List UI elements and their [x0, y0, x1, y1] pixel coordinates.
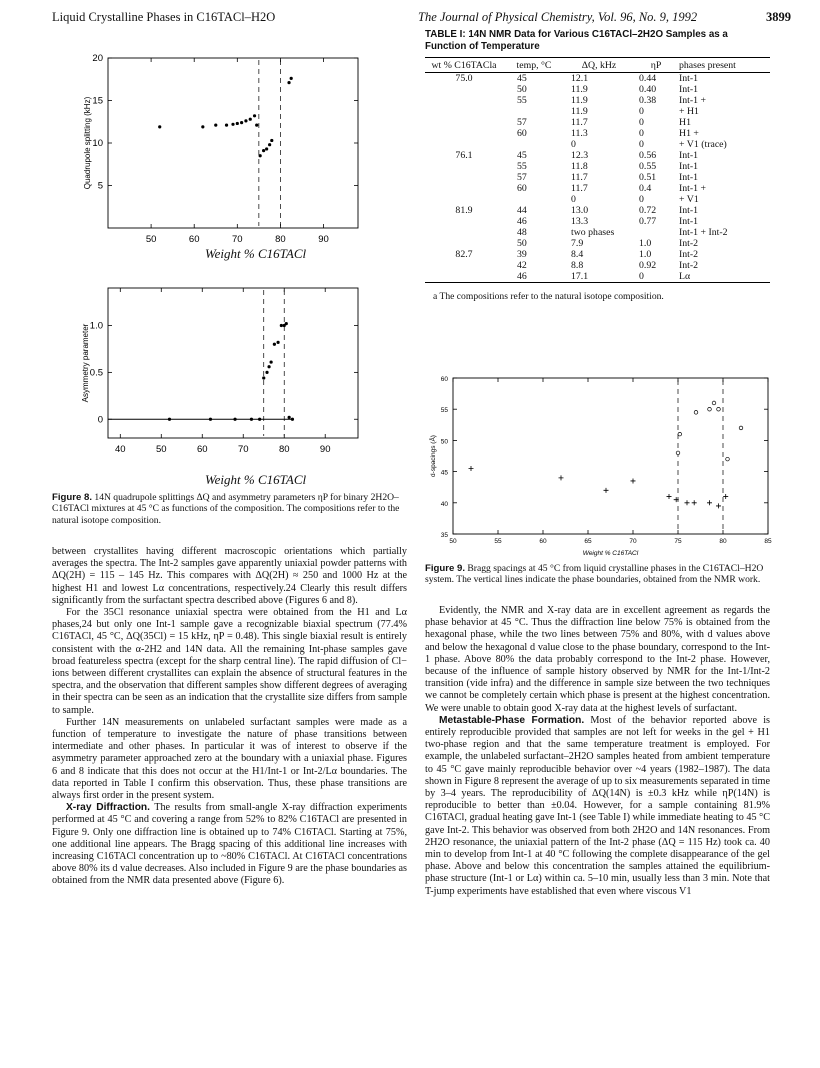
table-cell: 50: [517, 238, 527, 249]
table-row: [425, 216, 770, 227]
data-point: [280, 324, 283, 327]
data-point: [285, 322, 288, 325]
table-row: [425, 95, 770, 106]
y-tick-label: 0: [97, 414, 103, 426]
table-cell: 8.8: [571, 260, 584, 271]
figure-9-caption-text: Bragg spacings at 45 °C from liquid crystalline phases in the C16TACl–H2O system. The vertical lines indicate the phase boundaries, obtained from the NMR work.: [425, 563, 764, 586]
table-cell: 48: [517, 227, 527, 238]
table-cell: Int-1 +: [679, 95, 707, 106]
table-row: [425, 194, 770, 205]
table-cell: [425, 183, 503, 194]
table-row: [425, 128, 770, 139]
data-point: [265, 147, 268, 150]
table-row: [425, 73, 770, 85]
data-point: [559, 475, 564, 480]
table-cell: + V1: [679, 194, 699, 205]
column-header: phases present: [679, 58, 770, 73]
paragraph: Evidently, the NMR and X-ray data are in excellent agreement as regards the phase behavior at 45 °C. Thus the diffraction line below 75% is obtained from the hexagonal phase, while the two lines between 75% and 80%, with d values above and below the hexagonal d value close to the phase boundary, correspond to the Int-1 phase. Above 80% the data probably correspond to the Int-2 phase. However, because of the influence of sample history observed by NMR for the Int-1/Int-2 transition (vide infra) and the difference in sample size between the two techniques we cannot be completely certain which phase is present at the highest concentration. We were unable to obtain good X-ray data at the highest levels of surfactant.: [425, 605, 770, 714]
data-point: [259, 154, 262, 157]
data-point: [667, 494, 672, 499]
right-column-text: [425, 605, 770, 898]
x-tick-label: 65: [584, 538, 592, 545]
table-cell: 0: [639, 128, 644, 139]
page-number: 3899: [766, 10, 791, 24]
x-tick-label: 80: [278, 444, 290, 455]
table-cell: 0: [639, 106, 644, 117]
data-point: [273, 343, 276, 346]
table-1-footnote: a The compositions refer to the natural isotope composition.: [433, 291, 664, 302]
table-cell: 11.7: [571, 172, 588, 183]
data-point: [290, 77, 293, 80]
data-point: [201, 125, 204, 128]
table-row: [425, 260, 770, 271]
table-cell: 12.1: [571, 73, 589, 84]
table-cell: 0.40: [639, 84, 657, 95]
table-row: [425, 227, 770, 238]
column-header: temp, °C: [503, 58, 565, 73]
table-cell: 45: [517, 73, 527, 84]
x-tick-label: 50: [449, 538, 457, 545]
table-cell: 42: [517, 260, 527, 271]
table-cell: [425, 271, 503, 283]
column-header: ΔQ, kHz: [565, 58, 633, 73]
table-row: [425, 172, 770, 183]
figure-9-caption: [425, 563, 770, 586]
table-cell: H1: [679, 117, 691, 128]
table-cell: 0.44: [639, 73, 657, 84]
table-cell: 13.0: [571, 205, 589, 216]
table-cell: Int-1: [679, 150, 699, 161]
paragraph-body: The results from small-angle X-ray diffraction experiments performed at 45 °C and covering a range from 52% to 82% C16TACl are presented in Figure 9. Only one diffraction line is obtained up to 74% C16TACl. Starting at 75%, one additional line appears. The Bragg spacing of this additional line increases with increasing C16TACl concentration up to ~80% C16TACl. At C16TACl concentrations above 80% its d value decreases. Also included in Figure 9 are the phase boundaries as obtained from the NMR data presented above (Figure 6).: [52, 802, 407, 887]
column-header: wt % C16TACla: [425, 58, 503, 73]
data-point: [708, 407, 712, 411]
column-header: ηP: [633, 58, 679, 73]
table-cell: Lα: [679, 271, 770, 283]
table-cell: [425, 161, 503, 172]
table-cell: 57: [517, 117, 527, 128]
section-heading-xray: X-ray Diffraction.: [66, 802, 150, 814]
table-cell: 82.7: [455, 249, 473, 260]
table-cell: 0: [571, 194, 576, 205]
y-tick-label: 55: [440, 407, 448, 415]
data-point: [270, 360, 273, 363]
data-point: [225, 124, 228, 127]
y-tick-label: 0.5: [89, 367, 103, 379]
table-cell: [425, 172, 503, 183]
table-cell: two phases: [571, 227, 615, 238]
table-cell: Int-1: [679, 172, 699, 183]
table-cell: 46: [517, 216, 527, 227]
table-cell: 0.51: [639, 172, 657, 183]
table-row: [425, 238, 770, 249]
table-cell: H1 +: [679, 128, 699, 139]
table-row: [425, 271, 770, 283]
table-cell: 0: [639, 117, 644, 128]
data-point: [240, 121, 243, 124]
data-point: [469, 466, 474, 471]
table-cell: [425, 260, 503, 271]
plot-frame: [453, 378, 768, 534]
x-tick-label: 80: [719, 538, 727, 545]
table-cell: 11.7: [571, 183, 588, 194]
data-point: [717, 407, 721, 411]
figure-9-caption-label: Figure 9.: [425, 563, 465, 574]
table-row: [425, 183, 770, 194]
data-point: [231, 123, 234, 126]
table-cell: 7.9: [571, 238, 584, 249]
table-cell: + V1 (trace): [679, 139, 727, 150]
y-tick-label: 10: [92, 138, 103, 149]
table-cell: 0.55: [639, 161, 657, 172]
table-cell: [425, 84, 503, 95]
data-point: [209, 418, 212, 421]
table-row: [425, 139, 770, 150]
x-tick-label: 75: [674, 538, 682, 545]
table-cell: 50: [517, 84, 527, 95]
table-cell: 11.7: [571, 117, 588, 128]
table-cell: 57: [517, 172, 527, 183]
table-cell: Int-1: [679, 205, 699, 216]
x-tick-label: 40: [115, 444, 126, 455]
table-1-title: TABLE I: 14N NMR Data for Various C16TACl–2H2O Samples as a Function of Temperature: [425, 29, 728, 52]
data-point: [258, 418, 261, 421]
data-point: [158, 125, 161, 128]
x-tick-label: 60: [188, 234, 200, 245]
data-point: [723, 494, 728, 499]
table-cell: 12.3: [571, 150, 589, 161]
x-tick-label: 85: [764, 538, 772, 545]
data-point: [233, 418, 236, 421]
x-tick-label: 50: [155, 444, 167, 455]
table-cell: 11.8: [571, 161, 588, 172]
data-point: [276, 341, 279, 344]
table-row: [425, 106, 770, 117]
data-point: [287, 81, 290, 84]
y-tick-label: 35: [440, 532, 448, 539]
table-cell: [503, 139, 565, 150]
table-cell: Int-1 + Int-2: [679, 227, 728, 238]
table-cell: [425, 238, 503, 249]
table-cell: Int-1: [679, 216, 699, 227]
data-point: [716, 503, 721, 508]
table-cell: [425, 194, 503, 205]
y-tick-label: 15: [92, 95, 103, 107]
figure-9-bragg-chart: [425, 372, 775, 560]
table-row: [425, 249, 770, 260]
y-axis-label: Quadrupole splitting (kHz): [83, 96, 92, 190]
data-point: [707, 500, 712, 505]
table-cell: + H1: [679, 106, 699, 117]
x-tick-label: 60: [539, 538, 547, 545]
table-cell: Int-1: [679, 73, 699, 84]
y-tick-label: 45: [440, 469, 448, 477]
plot-frame: [108, 288, 358, 438]
data-point: [692, 500, 697, 505]
x-tick-label: 60: [196, 444, 208, 455]
table-row: [425, 205, 770, 216]
figure-8-asymmetry-chart: [78, 280, 408, 470]
data-point: [631, 478, 636, 483]
figure-8-splitting-chart: [78, 50, 408, 270]
data-point: [249, 118, 252, 121]
table-cell: 76.1: [455, 150, 473, 161]
table-cell: 45: [517, 150, 527, 161]
data-point: [726, 457, 730, 461]
data-point: [265, 371, 268, 374]
table-cell: 0.77: [639, 216, 657, 227]
table-cell: 44: [517, 205, 527, 216]
table-cell: Int-1: [679, 161, 699, 172]
table-cell: 0.56: [639, 150, 657, 161]
left-column-text: [52, 546, 407, 888]
table-cell: 55: [517, 161, 527, 172]
x-axis-label: Weight % C16TACl: [582, 550, 639, 557]
table-cell: 8.4: [571, 249, 584, 260]
nmr-data-table: [425, 57, 770, 283]
table-cell: 1.0: [639, 238, 652, 249]
data-point: [214, 124, 217, 127]
table-cell: 0: [639, 194, 644, 205]
table-cell: 75.0: [455, 73, 473, 84]
table-cell: [503, 194, 565, 205]
figure-8-caption-label: Figure 8.: [52, 492, 92, 503]
x-tick-label: 90: [318, 234, 329, 245]
table-cell: [425, 106, 503, 117]
table-cell: 55: [517, 95, 527, 106]
data-point: [685, 500, 690, 505]
data-point: [604, 488, 609, 493]
table-1: [425, 57, 770, 302]
data-point: [676, 451, 680, 455]
table-cell: 11.9: [571, 95, 588, 106]
figure-8-caption: [52, 492, 407, 526]
data-point: [168, 418, 171, 421]
figure-8-caption-text: 14N quadrupole splittings ΔQ and asymmetry parameters ηP for binary 2H2O–C16TACl mixtures at 45 °C as functions of the composition. The compositions refer to the natural isotope composition.: [52, 492, 400, 526]
table-cell: [425, 117, 503, 128]
table-row: [425, 117, 770, 128]
section-heading-metastable: Metastable-Phase Formation.: [439, 714, 585, 726]
table-cell: 0: [633, 271, 679, 283]
paragraph: [425, 715, 770, 898]
data-point: [262, 376, 265, 379]
table-header-row: [425, 58, 770, 73]
x-tick-label: 70: [232, 234, 243, 245]
y-tick-label: 20: [92, 53, 103, 64]
table-cell: Int-2: [679, 238, 699, 249]
data-point: [236, 122, 239, 125]
data-point: [739, 426, 743, 430]
x-tick-label: 80: [275, 234, 286, 245]
y-tick-label: 40: [440, 500, 448, 508]
table-cell: [503, 106, 565, 117]
table-cell: 60: [517, 128, 527, 139]
paragraph: For the 35Cl resonance uniaxial spectra were obtained from the H1 and Lα phases,24 but only one Int-1 sample gave a recognizable biaxial spectrum (77.4% C16TACl, 45 °C, ΔQ(35Cl) = 15 kHz, ηP = 0.48). This single biaxial result is entirely consistent with the α-2H2 and 14N data. All the remaining Int-phase samples gave broad featureless spectra (except for the sharp central line). The rapid diffusion of Cl− ions between different crystallites can explain the absence of structural features in the spectra, and the observation that different samples show different degrees of averaging in their spectra can be seen as an indication that the crystallite size differs from sample to sample.: [52, 607, 407, 716]
data-point: [268, 143, 271, 146]
data-point: [678, 432, 682, 436]
plot-frame: [108, 58, 358, 228]
table-cell: [425, 139, 503, 150]
table-cell: 1.0: [639, 249, 652, 260]
table-cell: 81.9: [455, 205, 473, 216]
paragraph: Further 14N measurements on unlabeled surfactant samples were made as a function of temperature to investigate the nature of phase transitions between intermediate and other phases. In particular it was of interest to observe if the asymmetry parameter approached zero at the boundary with a uniaxial phase. Figures 6 and 8 indicate that this does not occur at the H1/Int-1 or Int-2/Lα boundaries. The data reported in Table I confirm this observation. Thus, these phase transitions are always first order in the present system.: [52, 716, 407, 802]
figure-8-bottom-xlabel: Weight % C16TACl: [205, 472, 307, 487]
y-tick-label: 50: [440, 438, 448, 446]
y-axis-label: Asymmetry parameter: [81, 323, 90, 403]
x-tick-label: 50: [145, 234, 157, 245]
table-row: [425, 84, 770, 95]
running-header-left: Liquid Crystalline Phases in C16TACl–H2O: [52, 10, 276, 24]
table-cell: 0: [571, 139, 576, 150]
table-cell: 11.3: [571, 128, 588, 139]
y-tick-label: 1.0: [89, 320, 103, 332]
table-cell: 60: [517, 183, 527, 194]
table-row: [425, 150, 770, 161]
table-cell: 39: [517, 249, 527, 260]
table-cell: [425, 227, 503, 238]
paragraph: between crystallites having different macroscopic orientations which partially averages the spectra. The Int-2 samples gave apparently uniaxial powder patterns with ΔQ(2H) = 115 – 145 Hz. This compares with ΔQ(2H) ≈ 250 and 1000 Hz at the highest H1 and lowest Lα concentrations, respectively.24 Clearly this result differs significantly from the surfactant spectra described above (Figures 6 and 8).: [52, 546, 407, 606]
table-row: [425, 161, 770, 172]
data-point: [291, 418, 294, 421]
x-tick-label: 70: [237, 444, 249, 455]
data-point: [270, 139, 273, 142]
data-point: [250, 418, 253, 421]
table-cell: 13.3: [571, 216, 589, 227]
journal-citation: The Journal of Physical Chemistry, Vol. 96, No. 9, 1992: [418, 10, 698, 24]
table-cell: 0.72: [639, 205, 657, 216]
table-cell: Int-2: [679, 249, 699, 260]
data-point: [694, 411, 698, 415]
table-cell: [425, 128, 503, 139]
x-tick-label: 55: [494, 538, 502, 545]
data-point: [255, 124, 258, 127]
x-tick-label: 90: [319, 444, 331, 455]
table-cell: 0.38: [639, 95, 657, 106]
table-cell: Int-1 +: [679, 183, 707, 194]
table-cell: 0: [639, 139, 644, 150]
y-tick-label: 5: [97, 180, 103, 192]
data-point: [288, 416, 291, 419]
data-point: [712, 401, 716, 405]
table-cell: Int-1: [679, 84, 699, 95]
data-point: [262, 149, 265, 152]
table-cell: [425, 216, 503, 227]
x-tick-label: 70: [629, 538, 637, 545]
y-tick-label: 60: [440, 376, 448, 383]
table-cell: 17.1: [565, 271, 633, 283]
table-cell: [425, 95, 503, 106]
paragraph-body: Most of the behavior reported above is entirely reproducible provided that samples are not left for weeks in the gel + H1 two-phase region and that the same temperature treatment is employed. For example, the unlabeled surfactant–2H2O samples heated from ambient temperature to 45 °C gave mainly reproducible behavior over ~4 years (1982–1987). The data shown in Figure 8 represent the average of up to six measurements separated in time by 3–4 years. The reproducibility of ΔQ(14N) is ±0.3 kHz while ηP(14N) is reproducible to better than ±0.04. However, for a sample containing 81.9% C16TACl, gradual heating gave Int-1 (see Table I) while immediate heating to 45 °C gave Int-2. This behavior was observed from both 2H2O and 14N resonances. From 2H2O resonance, the uniaxial pattern of the Int-2 phase (ΔQ = 115 Hz) took ca. 40 min to develop from Int-1 at 40 °C following the complete disappearance of the gel phase. Above and below this concentration the samples attained the equilibrium-phase structure (Int-1 or Lα) within ca. 5–10 min, usually less than 3 min. Note that T-jump experiments have established that even where viscous V1: [425, 714, 770, 897]
paragraph: [52, 802, 407, 887]
data-point: [267, 365, 270, 368]
table-cell: Int-2: [679, 260, 699, 271]
table-cell: 46: [503, 271, 565, 283]
table-cell: 11.9: [571, 106, 588, 117]
y-axis-label: d-spacings (Å): [430, 435, 437, 477]
figure-8-top-xlabel: Weight % C16TACl: [205, 246, 307, 261]
data-point: [244, 119, 247, 122]
table-cell: 0.92: [639, 260, 657, 271]
table-cell: 11.9: [571, 84, 588, 95]
table-cell: 0.4: [639, 183, 652, 194]
data-point: [253, 114, 256, 117]
table-cell: [633, 227, 679, 238]
